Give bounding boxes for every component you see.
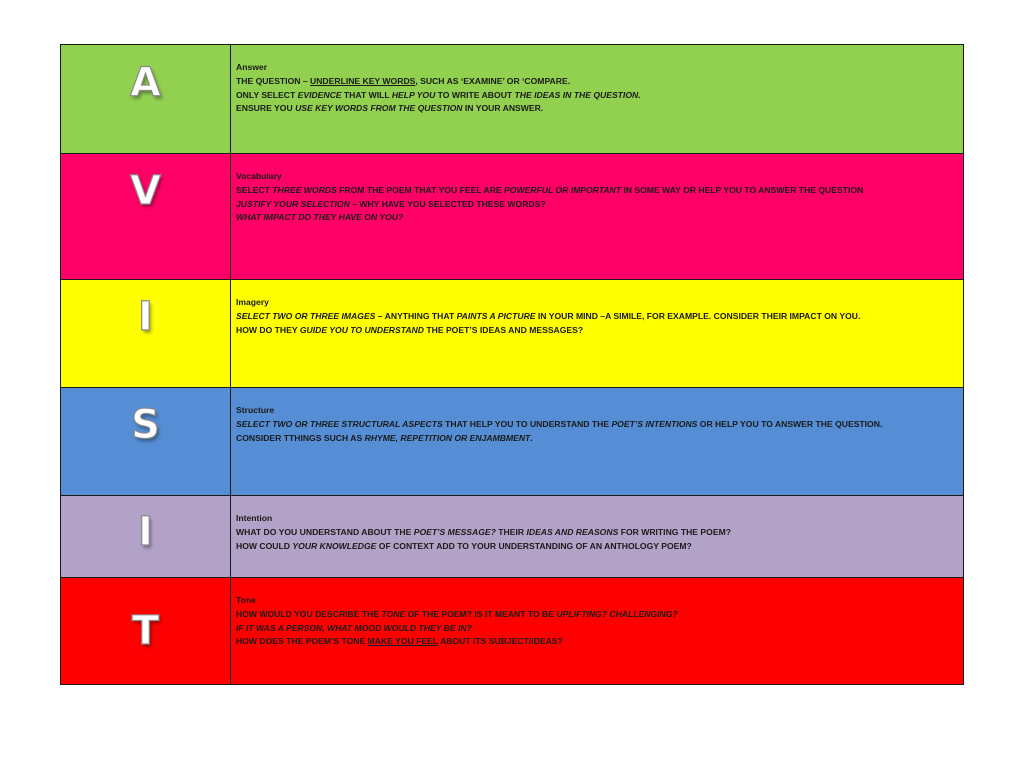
row-text-line: [236, 102, 957, 116]
emphasis-text: THREE WORDS: [272, 184, 337, 195]
row-heading: Structure: [236, 405, 275, 415]
avisit-table: [60, 44, 964, 685]
row-heading: Answer: [236, 62, 268, 72]
row-heading: Tone: [236, 595, 256, 605]
letter-cell: [61, 496, 231, 577]
emphasis-text: POET’S INTENTIONS: [611, 418, 698, 429]
text-cell: [231, 578, 963, 684]
text-segment: ONLY SELECT: [236, 89, 298, 100]
text-segment: HOW COULD: [236, 540, 293, 551]
text-segment: OF CONTEXT ADD TO YOUR UNDERSTANDING OF AN ANTHOLOGY POEM?: [376, 540, 692, 551]
row-text-line: [236, 75, 957, 89]
text-segment: FROM THE POEM THAT YOU FEEL ARE: [336, 184, 505, 195]
row-text-line: [236, 198, 957, 212]
text-cell: [231, 496, 963, 577]
text-segment: THAT WILL: [341, 89, 392, 100]
text-segment: OR HELP YOU TO ANSWER THE QUESTION.: [697, 418, 883, 429]
row-lines: [236, 75, 957, 116]
text-segment: IN SOME WAY OR HELP YOU TO ANSWER THE QUESTION: [621, 184, 864, 195]
row-text-line: [236, 324, 957, 338]
text-segment: SELECT: [236, 184, 273, 195]
text-segment: TO WRITE ABOUT: [435, 89, 515, 100]
text-cell: [231, 388, 963, 495]
row-text-line: [236, 608, 957, 622]
emphasis-text: GUIDE YOU TO UNDERSTAND: [299, 324, 424, 335]
letter-cell: [61, 280, 231, 387]
row-text-line: [236, 432, 957, 446]
letter-cell: [61, 154, 231, 279]
row-text-line: [236, 89, 957, 103]
row-lines: [236, 608, 957, 649]
text-segment: ABOUT ITS SUBJECT/IDEAS?: [438, 636, 563, 647]
text-segment: – WHY HAVE YOU SELECTED THESE WORDS?: [349, 198, 546, 209]
text-segment: HOW DOES THE POEM’S TONE: [236, 636, 368, 647]
row-text-line: [236, 526, 957, 540]
letter: T: [131, 608, 160, 654]
emphasis-text: HELP YOU: [391, 89, 436, 100]
row-text-line: [236, 540, 957, 554]
emphasis-text: RHYME, REPETITION OR ENJAMBMENT: [364, 432, 531, 443]
emphasis-text: THE IDEAS IN THE QUESTION.: [514, 89, 641, 100]
emphasis-text: TONE: [381, 608, 406, 619]
letter: A: [130, 60, 161, 106]
emphasis-text: WHAT IMPACT DO THEY HAVE ON YOU?: [236, 212, 404, 223]
row-text-line: [236, 418, 957, 432]
row-text-line: [236, 310, 957, 324]
emphasis-text: SELECT TWO OR THREE STRUCTURAL ASPECTS: [236, 418, 443, 429]
emphasis-text: EVIDENCE: [297, 89, 342, 100]
row-answer: [61, 45, 963, 153]
row-heading: Vocabulary: [236, 171, 282, 181]
row-intention: [61, 495, 963, 577]
row-tone: [61, 577, 963, 684]
underlined-text: MAKE YOU FEEL: [367, 636, 438, 647]
emphasis-text: JUSTIFY YOUR SELECTION: [236, 198, 350, 209]
text-segment: CONSIDER TTHINGS SUCH AS: [236, 432, 365, 443]
text-segment: THE POET’S IDEAS AND MESSAGES?: [423, 324, 584, 335]
row-vocabulary: [61, 153, 963, 279]
row-text-line: [236, 635, 957, 649]
text-segment: OF THE POEM? IS IT MEANT TO BE: [405, 608, 557, 619]
text-cell: [231, 154, 963, 279]
emphasis-text: IDEAS AND REASONS: [526, 526, 619, 537]
row-lines: [236, 184, 957, 225]
letter: I: [138, 294, 153, 340]
letter: S: [131, 402, 160, 448]
row-text-line: [236, 184, 957, 198]
row-structure: [61, 387, 963, 495]
letter-cell: [61, 388, 231, 495]
text-segment: .: [530, 432, 533, 443]
row-lines: [236, 526, 957, 554]
emphasis-text: UPLIFTING? CHALLENGING?: [556, 608, 678, 619]
text-segment: , SUCH AS ‘EXAMINE’ OR ‘COMPARE.: [415, 75, 571, 86]
text-segment: HOW WOULD YOU DESCRIBE THE: [236, 608, 382, 619]
row-lines: [236, 310, 957, 338]
letter: V: [130, 168, 161, 214]
text-segment: – ANYTHING THAT: [375, 310, 457, 321]
text-segment: FOR WRITING THE POEM?: [618, 526, 731, 537]
underlined-text: UNDERLINE KEY WORDS: [310, 75, 416, 86]
row-text-line: [236, 622, 957, 636]
text-cell: [231, 45, 963, 153]
text-segment: THAT HELP YOU TO UNDERSTAND THE: [442, 418, 612, 429]
text-segment: IN YOUR MIND –A SIMILE, FOR EXAMPLE. CONSIDER THEIR IMPACT ON YOU.: [535, 310, 861, 321]
emphasis-text: POWERFUL OR IMPORTANT: [504, 184, 621, 195]
text-segment: IN YOUR ANSWER.: [462, 103, 544, 114]
row-imagery: [61, 279, 963, 387]
emphasis-text: POET’S MESSAGE?: [413, 526, 496, 537]
text-cell: [231, 280, 963, 387]
emphasis-text: SELECT TWO OR THREE IMAGES: [236, 310, 376, 321]
text-segment: THE QUESTION –: [236, 75, 311, 86]
emphasis-text: IF IT WAS A PERSON, WHAT MOOD WOULD THEY BE IN?: [236, 622, 472, 633]
text-segment: THEIR: [495, 526, 527, 537]
emphasis-text: YOUR KNOWLEDGE: [292, 540, 377, 551]
row-heading: Intention: [236, 513, 273, 523]
letter: I: [138, 509, 153, 555]
row-lines: [236, 418, 957, 446]
emphasis-text: PAINTS A PICTURE: [456, 310, 536, 321]
letter-cell: [61, 45, 231, 153]
text-segment: ENSURE YOU: [236, 103, 296, 114]
row-heading: Imagery: [236, 297, 269, 307]
emphasis-text: USE KEY WORDS FROM THE QUESTION: [295, 103, 463, 114]
letter-cell: [61, 578, 231, 684]
text-segment: HOW DO THEY: [236, 324, 300, 335]
text-segment: WHAT DO YOU UNDERSTAND ABOUT THE: [236, 526, 414, 537]
row-text-line: [236, 211, 957, 225]
